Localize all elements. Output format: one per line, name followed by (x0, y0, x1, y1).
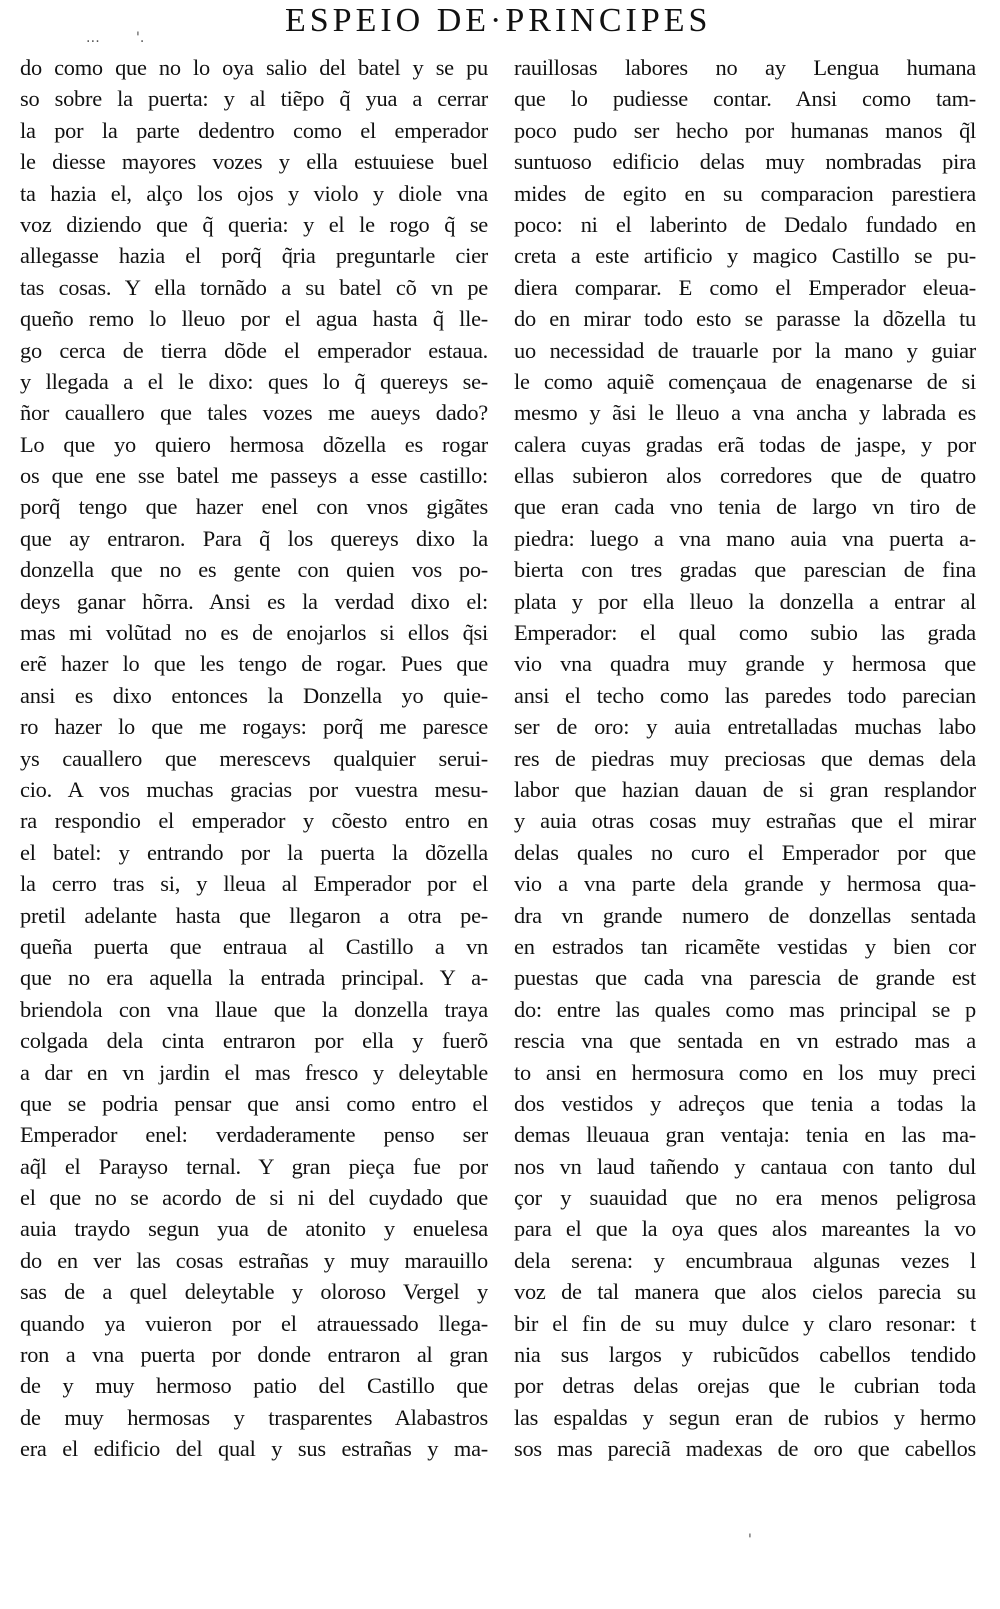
text-line: ys cauallero que merescevs qualquier serui- (20, 745, 488, 771)
text-line: que ay entraron. Para q̃ los quereys dixo la (20, 525, 488, 551)
text-line: le diesse mayores vozes y ella estuuiese buel (20, 149, 488, 175)
text-line: demas lleuaua gran ventaja: tenia en las ma- (514, 1122, 976, 1148)
text-line: rescia vna que sentada en vn estrado mas a (514, 1028, 976, 1054)
text-column-left (20, 52, 488, 1465)
text-line: rauillosas labores no ay Lengua humana (514, 55, 976, 80)
text-line: tas cosas. Y ella tornãdo a su batel cõ vn pe (20, 274, 488, 300)
text-line: y auia otras cosas muy estrañas que el mirar (514, 808, 976, 834)
text-line: queño remo lo lleuo por el agua hasta q̃ lle- (20, 306, 488, 332)
text-line: puestas que cada vna parescia de grande est (514, 965, 976, 991)
text-line: vio vna quadra muy grande y hermosa que (514, 651, 976, 677)
text-line: y llegada a el le dixo: ques lo q̃ quereys se- (20, 368, 488, 394)
text-line: ellas subieron alos corredores que de quatro (514, 463, 976, 489)
text-line: deys ganar hõrra. Ansi es la verdad dixo el: (20, 588, 488, 614)
text-line: que no era aquella la entrada principal. Y a- (20, 965, 488, 991)
text-line: Emperador: el qual como subio las grada (514, 620, 976, 646)
text-line: por detras delas orejas que le cubrian toda (514, 1373, 976, 1399)
text-line: bir el fin de su muy dulce y claro resonar: t (514, 1310, 976, 1336)
text-line: queña puerta que entraua al Castillo a vn (20, 933, 488, 959)
text-line: so sobre la puerta: y al tiẽpo q̃ yua a cerrar (20, 86, 488, 112)
text-line: voz de tal manera que alos cielos parecia su (514, 1279, 976, 1305)
text-line: sos mas pareciã madexas de oro que cabellos (514, 1436, 976, 1462)
text-line: Lo que yo quiero hermosa dõzella es rogar (20, 431, 488, 457)
text-line: que lo pudiesse contar. Ansi como tam- (514, 86, 976, 112)
text-line: pretil adelante hasta que llegaron a otra pe- (20, 902, 488, 928)
text-line: erẽ hazer lo que les tengo de rogar. Pues que (20, 651, 488, 677)
text-line: era el edificio del qual y sus estrañas y ma- (20, 1436, 488, 1462)
text-line: do: entre las quales como mas principal se p (514, 996, 976, 1022)
text-line: delas quales no curo el Emperador por que (514, 839, 976, 865)
print-speck: .‥ (86, 30, 100, 46)
text-line: cio. A vos muchas gracias por vuestra mesu- (20, 776, 488, 802)
text-line: las espaldas y segun eran de rubios y hermo (514, 1404, 976, 1430)
text-line: diera comparar. E como el Emperador eleua- (514, 274, 976, 300)
text-line: el que no se acordo de si ni del cuydado que (20, 1185, 488, 1211)
text-line: colgada dela cinta entraron por ella y fuerõ (20, 1028, 488, 1054)
text-line: dela serena: y encumbraua algunas vezes l (514, 1247, 976, 1273)
text-line: nia sus largos y rubicũdos cabellos tendido (514, 1342, 976, 1368)
text-line: para el que la oya ques alos mareantes la vo (514, 1216, 976, 1242)
text-line: ro hazer lo que me rogays: porq̃ me paresce (20, 714, 488, 740)
text-line: do como que no lo oya salio del batel y se pu (20, 55, 488, 80)
text-line: çor y suauidad que no era menos peligrosa (514, 1185, 976, 1211)
text-line: to ansi en hermosura como en los muy preci (514, 1059, 976, 1085)
text-line: voz diziendo que q̃ queria: y el le rogo q̃ se (20, 211, 488, 237)
text-line: auia traydo segun yua de atonito y enuelesa (20, 1216, 488, 1242)
text-line: ra respondio el emperador y cõesto entro en (20, 808, 488, 834)
text-line: dos vestidos y adreços que tenia a todas la (514, 1090, 976, 1116)
running-title: ESPEIO DE·PRINCIPES (285, 2, 712, 39)
text-line: mides de egito en su comparacion parestiera (514, 180, 976, 206)
text-line: uo necessidad de trauarle por la mano y guiar (514, 337, 976, 363)
text-line: plata y por ella lleuo la donzella a entrar al (514, 588, 976, 614)
text-line: quando ya vuieron por el atrauessado llega- (20, 1310, 488, 1336)
text-line: le como aquiẽ començaua de enagenarse de si (514, 368, 976, 394)
text-line: dra vn grande numero de donzellas sentada (514, 902, 976, 928)
text-line: que se podria pensar que ansi como entro el (20, 1090, 488, 1116)
text-line: ansi el techo como las paredes todo parecian (514, 682, 976, 708)
text-line: calera cuyas gradas erã todas de jaspe, y por (514, 431, 976, 457)
text-line: labor que hazian dauan de si gran resplandor (514, 776, 976, 802)
text-line: sas de a quel deleytable y oloroso Vergel y (20, 1279, 488, 1305)
text-line: do en mirar todo esto se parasse la dõzella tu (514, 306, 976, 332)
text-line: aq̃l el Parayso ternal. Y gran pieça fue por (20, 1153, 488, 1179)
text-line: nos vn laud tañendo y cantaua con tanto dul (514, 1153, 976, 1179)
text-line: porq̃ tengo que hazer enel con vnos gigãtes (20, 494, 488, 520)
text-line: poco pudo ser hecho por humanas manos q̃l (514, 117, 976, 143)
text-line: vio a vna parte dela grande y hermosa qua- (514, 871, 976, 897)
text-line: mesmo y ãsi le lleuo a vna ancha y labrada es (514, 400, 976, 426)
text-line: poco: ni el laberinto de Dedalo fundado en (514, 211, 976, 237)
text-line: la cerro tras si, y lleua al Emperador por el (20, 871, 488, 897)
text-line: de y muy hermoso patio del Castillo que (20, 1373, 488, 1399)
text-line: la por la parte dedentro como el emperador (20, 117, 488, 143)
text-line: el batel: y entrando por la puerta la dõzella (20, 839, 488, 865)
text-line: ñor cauallero que tales vozes me aueys dado? (20, 400, 488, 426)
text-line: do en ver las cosas estrañas y muy marauillo (20, 1247, 488, 1273)
text-line: ansi es dixo entonces la Donzella yo quie- (20, 682, 488, 708)
text-line: que eran cada vno tenia de largo vn tiro de (514, 494, 976, 520)
print-speck: '. (136, 30, 145, 46)
text-line: ser de oro: y auia entretalladas muchas labo (514, 714, 976, 740)
text-line: de muy hermosas y trasparentes Alabastros (20, 1404, 488, 1430)
text-line: suntuoso edificio delas muy nombradas pira (514, 149, 976, 175)
text-line: en estrados tan ricamẽte vestidas y bien cor (514, 933, 976, 959)
text-line: res de piedras muy preciosas que demas dela (514, 745, 976, 771)
text-line: mas mi volũtad no es de enojarlos si ellos q̃si (20, 620, 488, 646)
text-line: piedra: luego a vna mano auia vna puerta a- (514, 525, 976, 551)
text-line: bierta con tres gradas que parescian de fina (514, 557, 976, 583)
text-line: briendola con vna llaue que la donzella traya (20, 996, 488, 1022)
text-line: ron a vna puerta por donde entraron al gran (20, 1342, 488, 1368)
text-line: allegasse hazia el porq̃ q̃ria preguntarle cier (20, 243, 488, 269)
print-speck: ' (748, 1532, 752, 1548)
text-line: donzella que no es gente con quien vos po- (20, 557, 488, 583)
text-column-right (514, 52, 982, 1465)
text-line: a dar en vn jardin el mas fresco y deleytable (20, 1059, 488, 1085)
text-line: os que ene sse batel me passeys a esse castillo: (20, 463, 488, 489)
text-line: ta hazia el, alço los ojos y violo y diole vna (20, 180, 488, 206)
text-line: creta a este artificio y magico Castillo se pu- (514, 243, 976, 269)
text-line: go cerca de tierra dõde el emperador estaua. (20, 337, 488, 363)
text-line: Emperador enel: verdaderamente penso ser (20, 1122, 488, 1148)
